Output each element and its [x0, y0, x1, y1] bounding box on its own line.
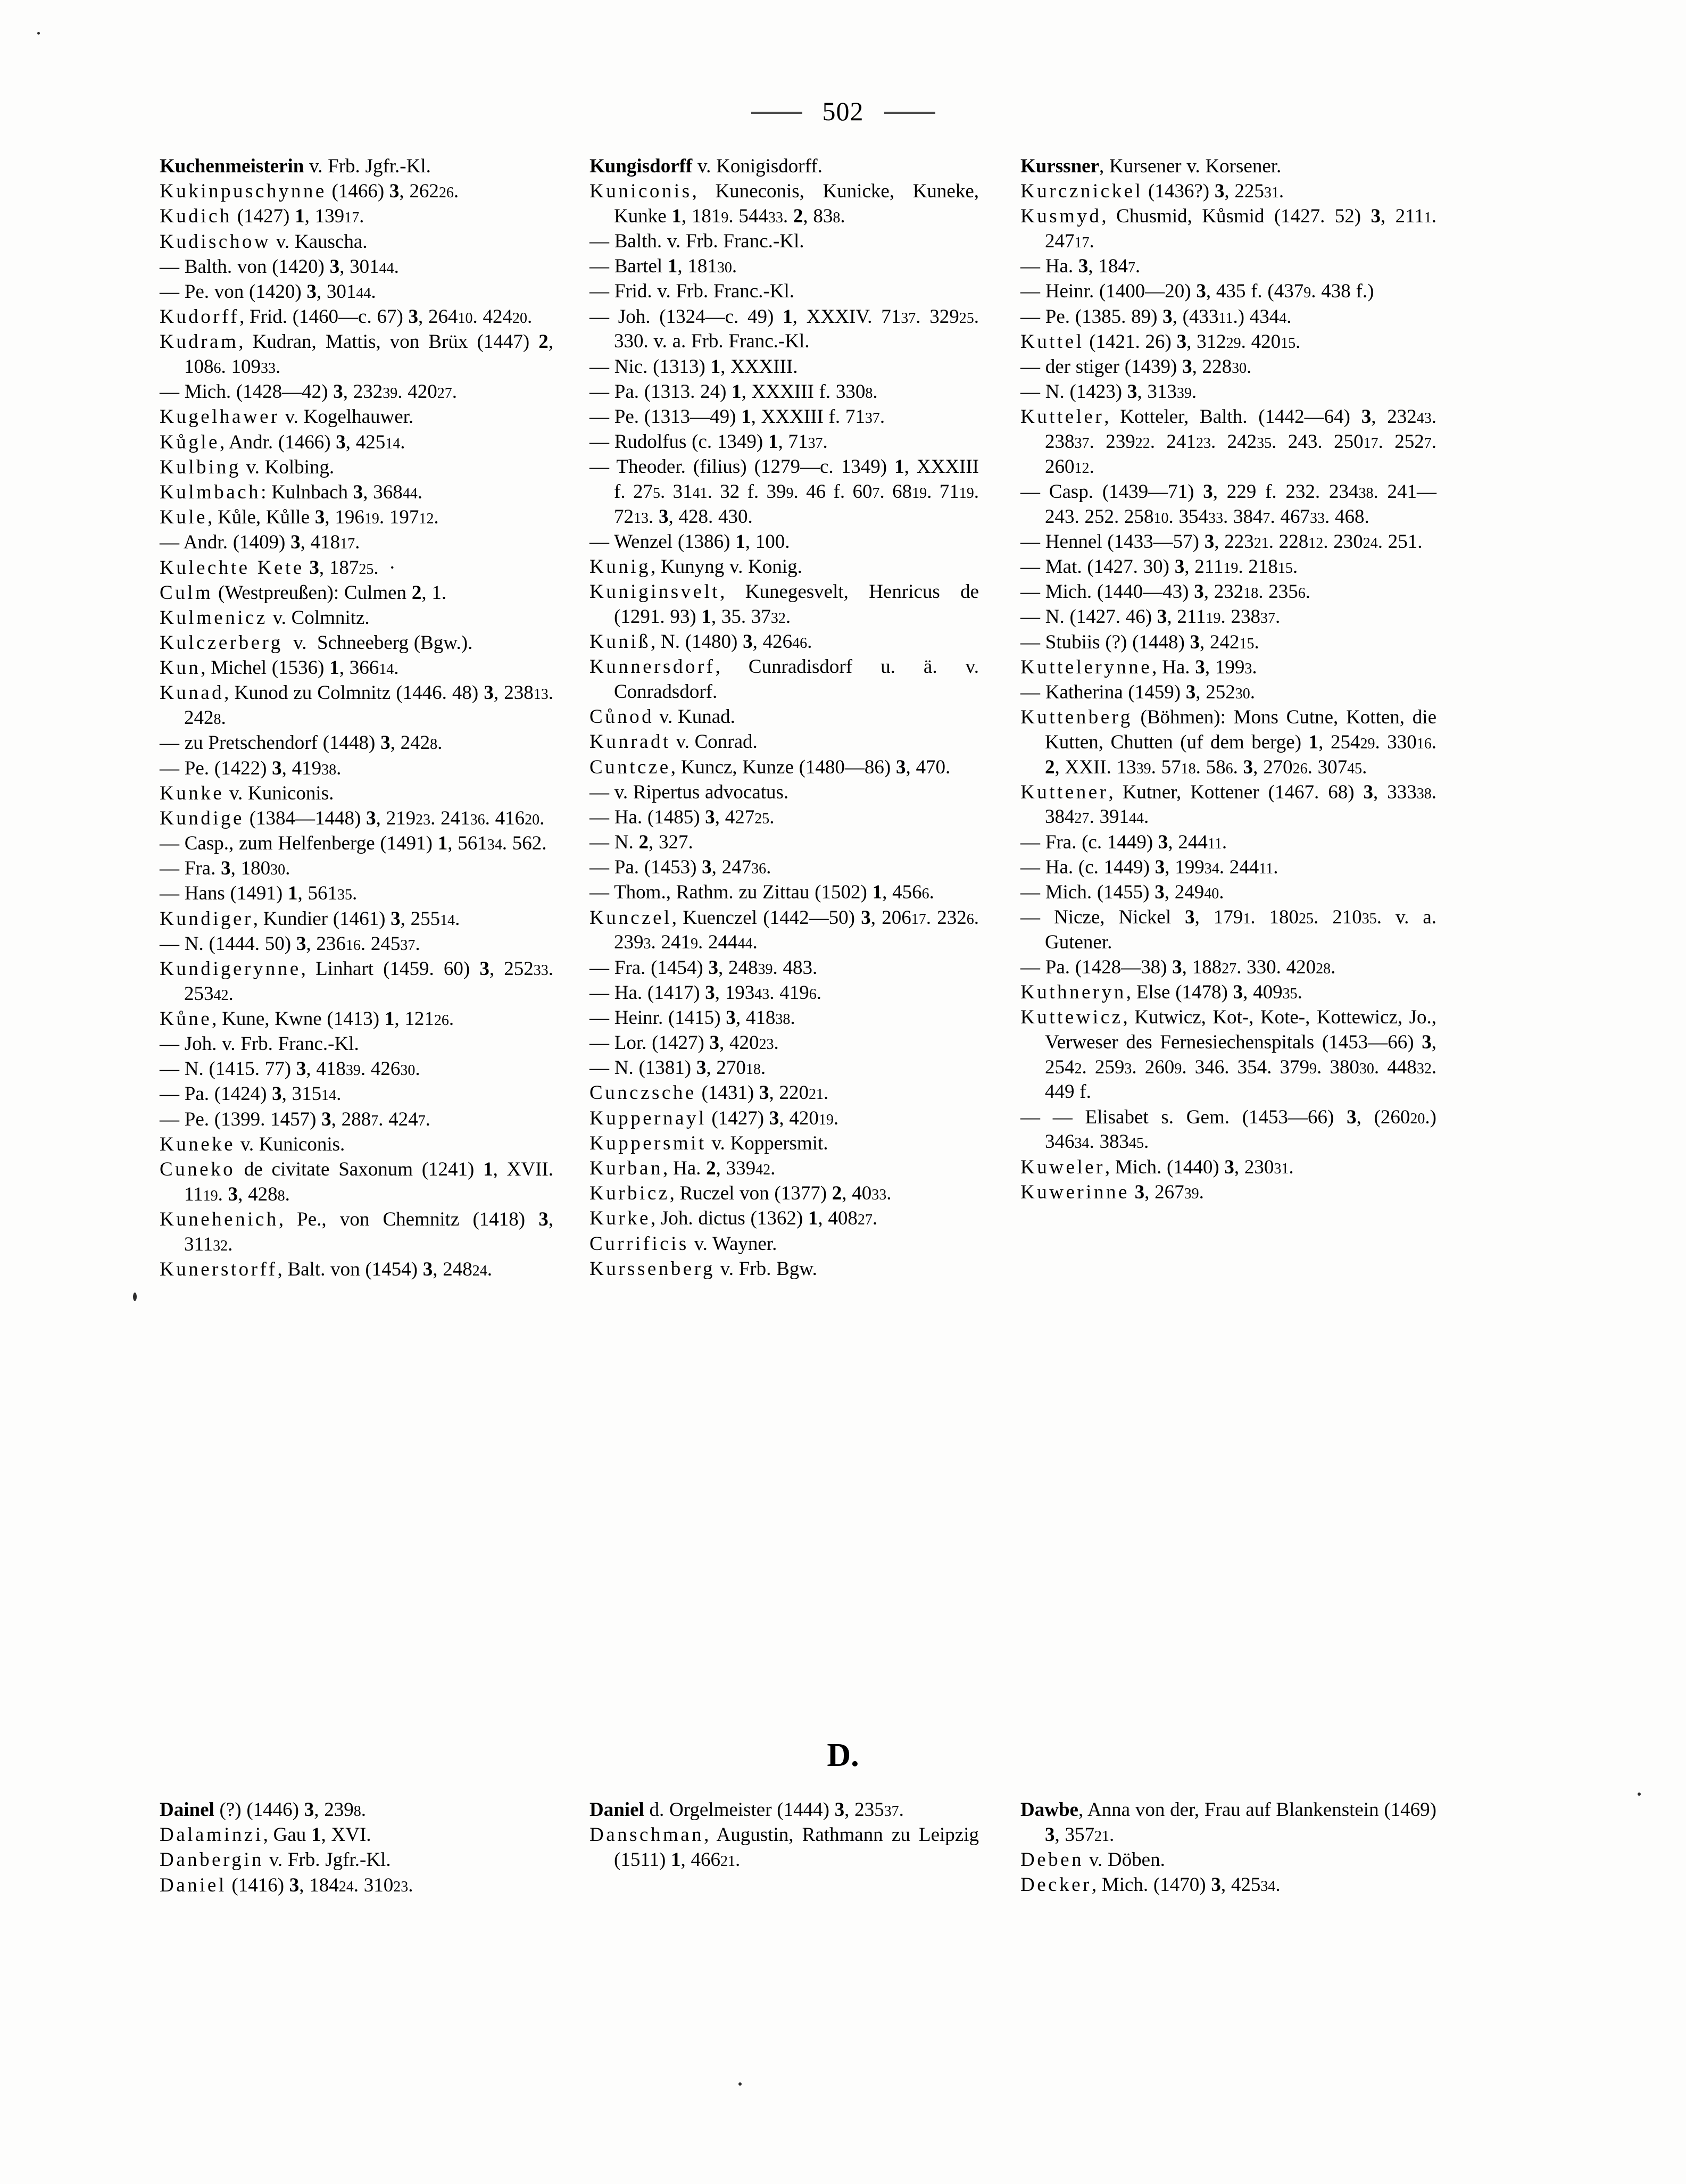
index-entry: Kuttel (1421. 26) 3, 31229. 42015.	[1020, 330, 1301, 353]
index-entry: — Stubiis (?) (1448) 3, 24215.	[1020, 631, 1259, 653]
index-entry: — Joh. (1324—c. 49) 1, XXXIV. 7137. 32925. 330. v. a. Frb. Franc.-Kl.	[589, 305, 979, 353]
index-entry: Kungisdorff v. Konigisdorff.	[589, 155, 823, 177]
index-entry: Kuttenberg (Böhmen): Mons Cutne, Kotten, die Kutten, Chutten (uf dem berge) 1, 25429. 33016. 2, XXII. 1339. 5718. 586. 3, 27026. 30745.	[1020, 706, 1437, 778]
index-entry: Kudram, Kudran, Mattis, von Brüx (1447) 2, 1086. 10933.	[160, 331, 553, 378]
index-entry: — Pa. (1453) 3, 24736.	[589, 856, 771, 879]
index-entry: — Pe. (1313—49) 1, XXXIII f. 7137.	[589, 405, 885, 428]
index-entry: — Pa. (1313. 24) 1, XXXIII f. 3308.	[589, 380, 878, 403]
index-entry: — Hans (1491) 1, 56135.	[160, 882, 358, 905]
index-entry: Kuttewicz, Kutwicz, Kot-, Kote-, Kottewicz, Jo., Verweser des Fernesiechenspitals (1453—66) 3, 2542. 2593. 2609. 346. 354. 3799. 38030. 44832. 449 f.	[1020, 1006, 1437, 1103]
index-entry: — Theoder. (filius) (1279—c. 1349) 1, XXXIII f. 275. 3141. 32 f. 399. 46 f. 607. 6819. 7119. 7213. 3, 428. 430.	[589, 456, 979, 528]
index-entry: — Bartel 1, 18130.	[589, 255, 737, 278]
index-entry: — Mat. (1427. 30) 3, 21119. 21815.	[1020, 556, 1298, 578]
index-entry: — v. Ripertus advocatus.	[589, 781, 789, 803]
index-entry: Kunczel, Kuenczel (1442—50) 3, 20617. 2326. 2393. 2419. 24444.	[589, 906, 979, 954]
index-entry: — Pe. (1422) 3, 41938.	[160, 757, 342, 779]
index-entry: Kuttener, Kutner, Kottener (1467. 68) 3, 33338. 38427. 39144.	[1020, 781, 1437, 828]
index-entry: Kůne, Kune, Kwne (1413) 1, 12126.	[160, 1007, 454, 1030]
index-entry: Kundige (1384—1448) 3, 21923. 24136. 41620.	[160, 807, 545, 829]
index-entry: Kuneke v. Kuniconis.	[160, 1133, 345, 1155]
index-entry: Kuthneryn, Else (1478) 3, 40935.	[1020, 981, 1302, 1004]
index-column-1	[160, 154, 585, 1282]
index-entry: — N. (1423) 3, 31339.	[1020, 381, 1197, 403]
index-entry: Kudorff, Frid. (1460—c. 67) 3, 26410. 42420.	[160, 306, 533, 328]
index-entry: Kudischow v. Kauscha.	[160, 230, 368, 253]
index-entry: Danbergin v. Frb. Jgfr.-Kl.	[160, 1849, 391, 1871]
index-entry: — Andr. (1409) 3, 41817.	[160, 531, 360, 554]
index-entry: Kunke v. Kuniconis.	[160, 782, 334, 804]
index-entry: — Thom., Rathm. zu Zittau (1502) 1, 4566.	[589, 881, 934, 904]
index-entry: Kulmenicz v. Colmnitz.	[160, 606, 370, 629]
d-index-column-1	[160, 1798, 585, 1898]
index-entry: Dainel (?) (1446) 3, 2398.	[160, 1799, 366, 1821]
index-entry: — Nic. (1313) 1, XXXIII.	[589, 355, 798, 378]
index-entry: Daniel d. Orgelmeister (1444) 3, 23537.	[589, 1799, 904, 1821]
d-index-column-3	[1011, 1798, 1436, 1898]
index-entry: Kunig, Kunyng v. Konig.	[589, 556, 802, 578]
header-rule-right	[884, 112, 935, 114]
index-entry: Kukinpuschynne (1466) 3, 26226.	[160, 180, 459, 203]
index-entry: — Ha. (c. 1449) 3, 19934. 24411.	[1020, 856, 1278, 878]
index-entry: — Hennel (1433—57) 3, 22321. 22812. 23024. 251.	[1020, 530, 1423, 553]
index-entry: Kunnersdorf, Cunradisdorf u. ä. v. Conradsdorf.	[589, 656, 979, 703]
index-entry: — N. 2, 327.	[589, 831, 693, 854]
index-entry: — Joh. v. Frb. Franc.-Kl.	[160, 1033, 359, 1055]
index-entry: Cůnod v. Kunad.	[589, 706, 735, 728]
index-entry: — Pe. von (1420) 3, 30144.	[160, 280, 376, 303]
index-entry: Kurssenberg v. Frb. Bgw.	[589, 1257, 817, 1280]
index-entry: Cuneko de civitate Saxonum (1241) 1, XVII. 1119. 3, 4288.	[160, 1158, 553, 1205]
index-entry: Kurke, Joh. dictus (1362) 1, 40827.	[589, 1207, 878, 1230]
index-entry: — Casp. (1439—71) 3, 229 f. 232. 23438. 241—243. 252. 25810. 35433. 3847. 46733. 468.	[1020, 480, 1437, 528]
page-header	[0, 96, 1686, 127]
index-entry: Kuppernayl (1427) 3, 42019.	[589, 1107, 839, 1129]
index-entry: — Nicze, Nickel 3, 1791. 18025. 21035. v. a. Gutener.	[1020, 906, 1437, 953]
index-entry: Currificis v. Wayner.	[589, 1232, 777, 1255]
index-entry: — Balth. von (1420) 3, 30144.	[160, 255, 399, 278]
index-entry: — Katherina (1459) 3, 25230.	[1020, 681, 1256, 703]
index-entry: Kundiger, Kundier (1461) 3, 25514.	[160, 907, 460, 930]
index-entry: Kunerstorff, Balt. von (1454) 3, 24824.	[160, 1258, 493, 1280]
index-entry: Decker, Mich. (1470) 3, 42534.	[1020, 1874, 1281, 1896]
index-entry: Cuntcze, Kuncz, Kunze (1480—86) 3, 470.	[589, 756, 951, 778]
index-entry: — Fra. 3, 18030.	[160, 857, 290, 880]
index-entry: Kurban, Ha. 2, 33942.	[589, 1157, 776, 1179]
index-entry: Kutteler, Kotteler, Balth. (1442—64) 3, 23243. 23837. 23922. 24123. 24235. 243. 25017. 2527. 26012.	[1020, 406, 1437, 478]
scan-speck	[37, 32, 40, 35]
index-entry: Kule, Kůle, Kůlle 3, 19619. 19712.	[160, 506, 439, 529]
index-entry: Culm (Westpreußen): Culmen 2, 1.	[160, 581, 447, 604]
index-columns	[160, 154, 1532, 1282]
index-entry: Kun, Michel (1536) 1, 36614.	[160, 657, 399, 679]
index-entry: — Fra. (1454) 3, 24839. 483.	[589, 956, 818, 979]
index-entry: Kuniginsvelt, Kunegesvelt, Henricus de (1291. 93) 1, 35. 3732.	[589, 581, 979, 628]
scan-speck	[1638, 1793, 1641, 1796]
index-entry: — N. (1415. 77) 3, 41839. 42630.	[160, 1058, 420, 1080]
index-entry: — Pa. (1424) 3, 31514.	[160, 1083, 342, 1105]
page-number: 502	[822, 96, 864, 126]
index-entry: Deben v. Döben.	[1020, 1848, 1165, 1871]
index-entry: — N. (1444. 50) 3, 23616. 24537.	[160, 932, 420, 955]
index-entry: — Frid. v. Frb. Franc.-Kl.	[589, 280, 794, 303]
index-entry: — — Elisabet s. Gem. (1453—66) 3, (26020.) 34634. 38345.	[1020, 1106, 1436, 1153]
d-section-columns	[160, 1798, 1532, 1898]
index-entry: Kuppersmit v. Koppersmit.	[589, 1132, 828, 1154]
index-entry: Kurbicz, Ruczel von (1377) 2, 4033.	[589, 1182, 892, 1205]
index-entry: — N. (1427. 46) 3, 21119. 23837.	[1020, 606, 1281, 628]
index-entry: — Balth. v. Frb. Franc.-Kl.	[589, 230, 804, 253]
index-entry: Kugelhawer v. Kogelhauwer.	[160, 406, 414, 428]
index-entry: Kuniconis, Kuneconis, Kunicke, Kuneke, Kunke 1, 1819. 54433. 2, 838.	[589, 180, 979, 227]
index-entry: Kulmbach: Kulnbach 3, 36844.	[160, 481, 422, 503]
index-entry: Kuttelerynne, Ha. 3, 1993.	[1020, 656, 1257, 678]
index-entry: Kuniß, N. (1480) 3, 42646.	[589, 631, 812, 653]
index-entry: Danschman, Augustin, Rathmann zu Leipzig (1511) 1, 46621.	[589, 1824, 979, 1871]
index-entry: Kunehenich, Pe., von Chemnitz (1418) 3, 31132.	[160, 1208, 553, 1255]
index-entry: — Mich. (1440—43) 3, 23218. 2356.	[1020, 581, 1310, 603]
index-entry: Kurcznickel (1436?) 3, 22531.	[1020, 180, 1284, 203]
index-entry: Kůgle, Andr. (1466) 3, 42514.	[160, 431, 405, 453]
header-rule-left	[751, 112, 802, 114]
index-entry: Kudich (1427) 1, 13917.	[160, 205, 364, 228]
index-entry: — N. (1381) 3, 27018.	[589, 1057, 766, 1079]
index-entry: — Ha. (1485) 3, 42725.	[589, 806, 775, 828]
index-entry: Kusmyd, Chusmid, Kůsmid (1427. 52) 3, 2111. 24717.	[1020, 205, 1436, 253]
index-entry: Kunad, Kunod zu Colmnitz (1446. 48) 3, 23813. 2428.	[160, 682, 553, 729]
index-entry: Kulechte Kete 3, 18725. ·	[160, 556, 396, 579]
index-entry: Cunczsche (1431) 3, 22021.	[589, 1082, 829, 1104]
index-entry: — Pe. (1385. 89) 3, (43311.) 4344.	[1020, 305, 1292, 328]
index-entry: — Lor. (1427) 3, 42023.	[589, 1032, 779, 1054]
index-entry: Dawbe, Anna von der, Frau auf Blankenstein (1469) 3, 35721.	[1020, 1799, 1436, 1846]
index-entry: Kuwerinne 3, 26739.	[1020, 1181, 1204, 1203]
index-entry: — Mich. (1428—42) 3, 23239. 42027.	[160, 381, 457, 403]
index-entry: — Heinr. (1415) 3, 41838.	[589, 1006, 795, 1029]
index-entry: — zu Pretschendorf (1448) 3, 2428.	[160, 732, 443, 754]
index-entry: — Wenzel (1386) 1, 100.	[589, 530, 790, 553]
index-entry: Daniel (1416) 3, 18424. 31023.	[160, 1874, 413, 1896]
index-entry: — Heinr. (1400—20) 3, 435 f. (4379. 438 f.)	[1020, 280, 1374, 303]
scan-speck	[738, 2082, 742, 2086]
index-entry: — Mich. (1455) 3, 24940.	[1020, 881, 1224, 903]
index-entry: Kundigerynne, Linhart (1459. 60) 3, 25233. 25342.	[160, 958, 553, 1005]
index-entry: Kulbing v. Kolbing.	[160, 456, 335, 478]
index-entry: — Ha. (1417) 3, 19343. 4196.	[589, 981, 822, 1004]
index-entry: — Pe. (1399. 1457) 3, 2887. 4247.	[160, 1108, 430, 1130]
index-entry: — Pa. (1428—38) 3, 18827. 330. 42028.	[1020, 956, 1336, 978]
index-entry: — Ha. 3, 1847.	[1020, 255, 1141, 278]
index-entry: Kurssner, Kursener v. Korsener.	[1020, 155, 1282, 177]
index-column-3	[1011, 154, 1436, 1282]
index-entry: Dalaminzi, Gau 1, XVI.	[160, 1824, 371, 1846]
index-column-2	[585, 154, 1011, 1282]
index-entry: — Fra. (c. 1449) 3, 24411.	[1020, 831, 1227, 853]
section-heading-d: D.	[827, 1737, 859, 1773]
index-entry: Kunradt v. Conrad.	[589, 731, 758, 753]
index-entry: — der stiger (1439) 3, 22830.	[1020, 356, 1252, 378]
index-entry: — Rudolfus (c. 1349) 1, 7137.	[589, 431, 828, 453]
scan-speck	[133, 1293, 137, 1301]
index-entry: Kuchenmeisterin v. Frb. Jgfr.-Kl.	[160, 155, 431, 177]
d-index-column-2	[585, 1798, 1011, 1898]
index-entry: — Casp., zum Helfenberge (1491) 1, 56134. 562.	[160, 832, 547, 855]
index-entry: Kulczerberg v. Schneeberg (Bgw.).	[160, 632, 473, 654]
index-entry: Kuweler, Mich. (1440) 3, 23031.	[1020, 1156, 1294, 1178]
